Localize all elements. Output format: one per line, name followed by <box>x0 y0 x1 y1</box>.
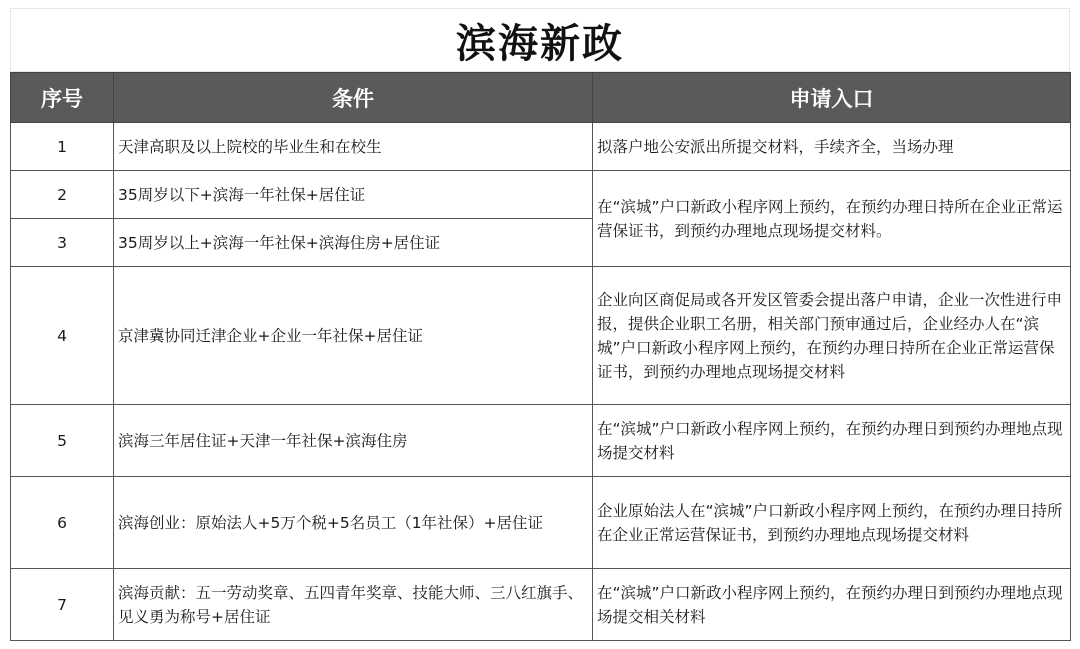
header-condition: 条件 <box>114 73 593 123</box>
table-header-row <box>11 73 1071 123</box>
row-index: 1 <box>11 123 114 171</box>
row-entry: 企业原始法人在“滨城”户口新政小程序网上预约，在预约办理日持所在企业正常运营保证书，到预约办理地点现场提交材料 <box>593 477 1071 569</box>
row-entry: 在“滨城”户口新政小程序网上预约，在预约办理日到预约办理地点现场提交相关材料 <box>593 569 1071 641</box>
row-entry: 在“滨城”户口新政小程序网上预约，在预约办理日持所在企业正常运营保证书，到预约办理地点现场提交材料。 <box>593 171 1071 267</box>
row-condition: 滨海贡献：五一劳动奖章、五四青年奖章、技能大师、三八红旗手、见义勇为称号+居住证 <box>114 569 593 641</box>
table-row <box>11 171 1071 219</box>
row-entry: 在“滨城”户口新政小程序网上预约，在预约办理日到预约办理地点现场提交材料 <box>593 405 1071 477</box>
row-index: 4 <box>11 267 114 405</box>
row-index: 6 <box>11 477 114 569</box>
row-condition: 35周岁以下+滨海一年社保+居住证 <box>114 171 593 219</box>
row-condition: 天津高职及以上院校的毕业生和在校生 <box>114 123 593 171</box>
header-index: 序号 <box>11 73 114 123</box>
row-entry: 企业向区商促局或各开发区管委会提出落户申请，企业一次性进行申报，提供企业职工名册，相关部门预审通过后，企业经办人在“滨城”户口新政小程序网上预约，在预约办理日持所在企业正常运营保证书，到预约办理地点现场提交材料 <box>593 267 1071 405</box>
row-index: 3 <box>11 219 114 267</box>
row-condition: 滨海创业：原始法人+5万个税+5名员工（1年社保）+居住证 <box>114 477 593 569</box>
row-condition: 滨海三年居住证+天津一年社保+滨海住房 <box>114 405 593 477</box>
row-condition: 京津冀协同迁津企业+企业一年社保+居住证 <box>114 267 593 405</box>
page-title: 滨海新政 <box>456 20 624 67</box>
title-bar <box>10 8 1070 72</box>
row-entry: 拟落户地公安派出所提交材料，手续齐全，当场办理 <box>593 123 1071 171</box>
table-row <box>11 123 1071 171</box>
table-row <box>11 267 1071 405</box>
policy-table <box>10 72 1071 641</box>
row-index: 5 <box>11 405 114 477</box>
table-row <box>11 477 1071 569</box>
row-index: 7 <box>11 569 114 641</box>
row-condition: 35周岁以上+滨海一年社保+滨海住房+居住证 <box>114 219 593 267</box>
table-row <box>11 405 1071 477</box>
header-entry: 申请入口 <box>593 73 1071 123</box>
table-row <box>11 569 1071 641</box>
row-index: 2 <box>11 171 114 219</box>
